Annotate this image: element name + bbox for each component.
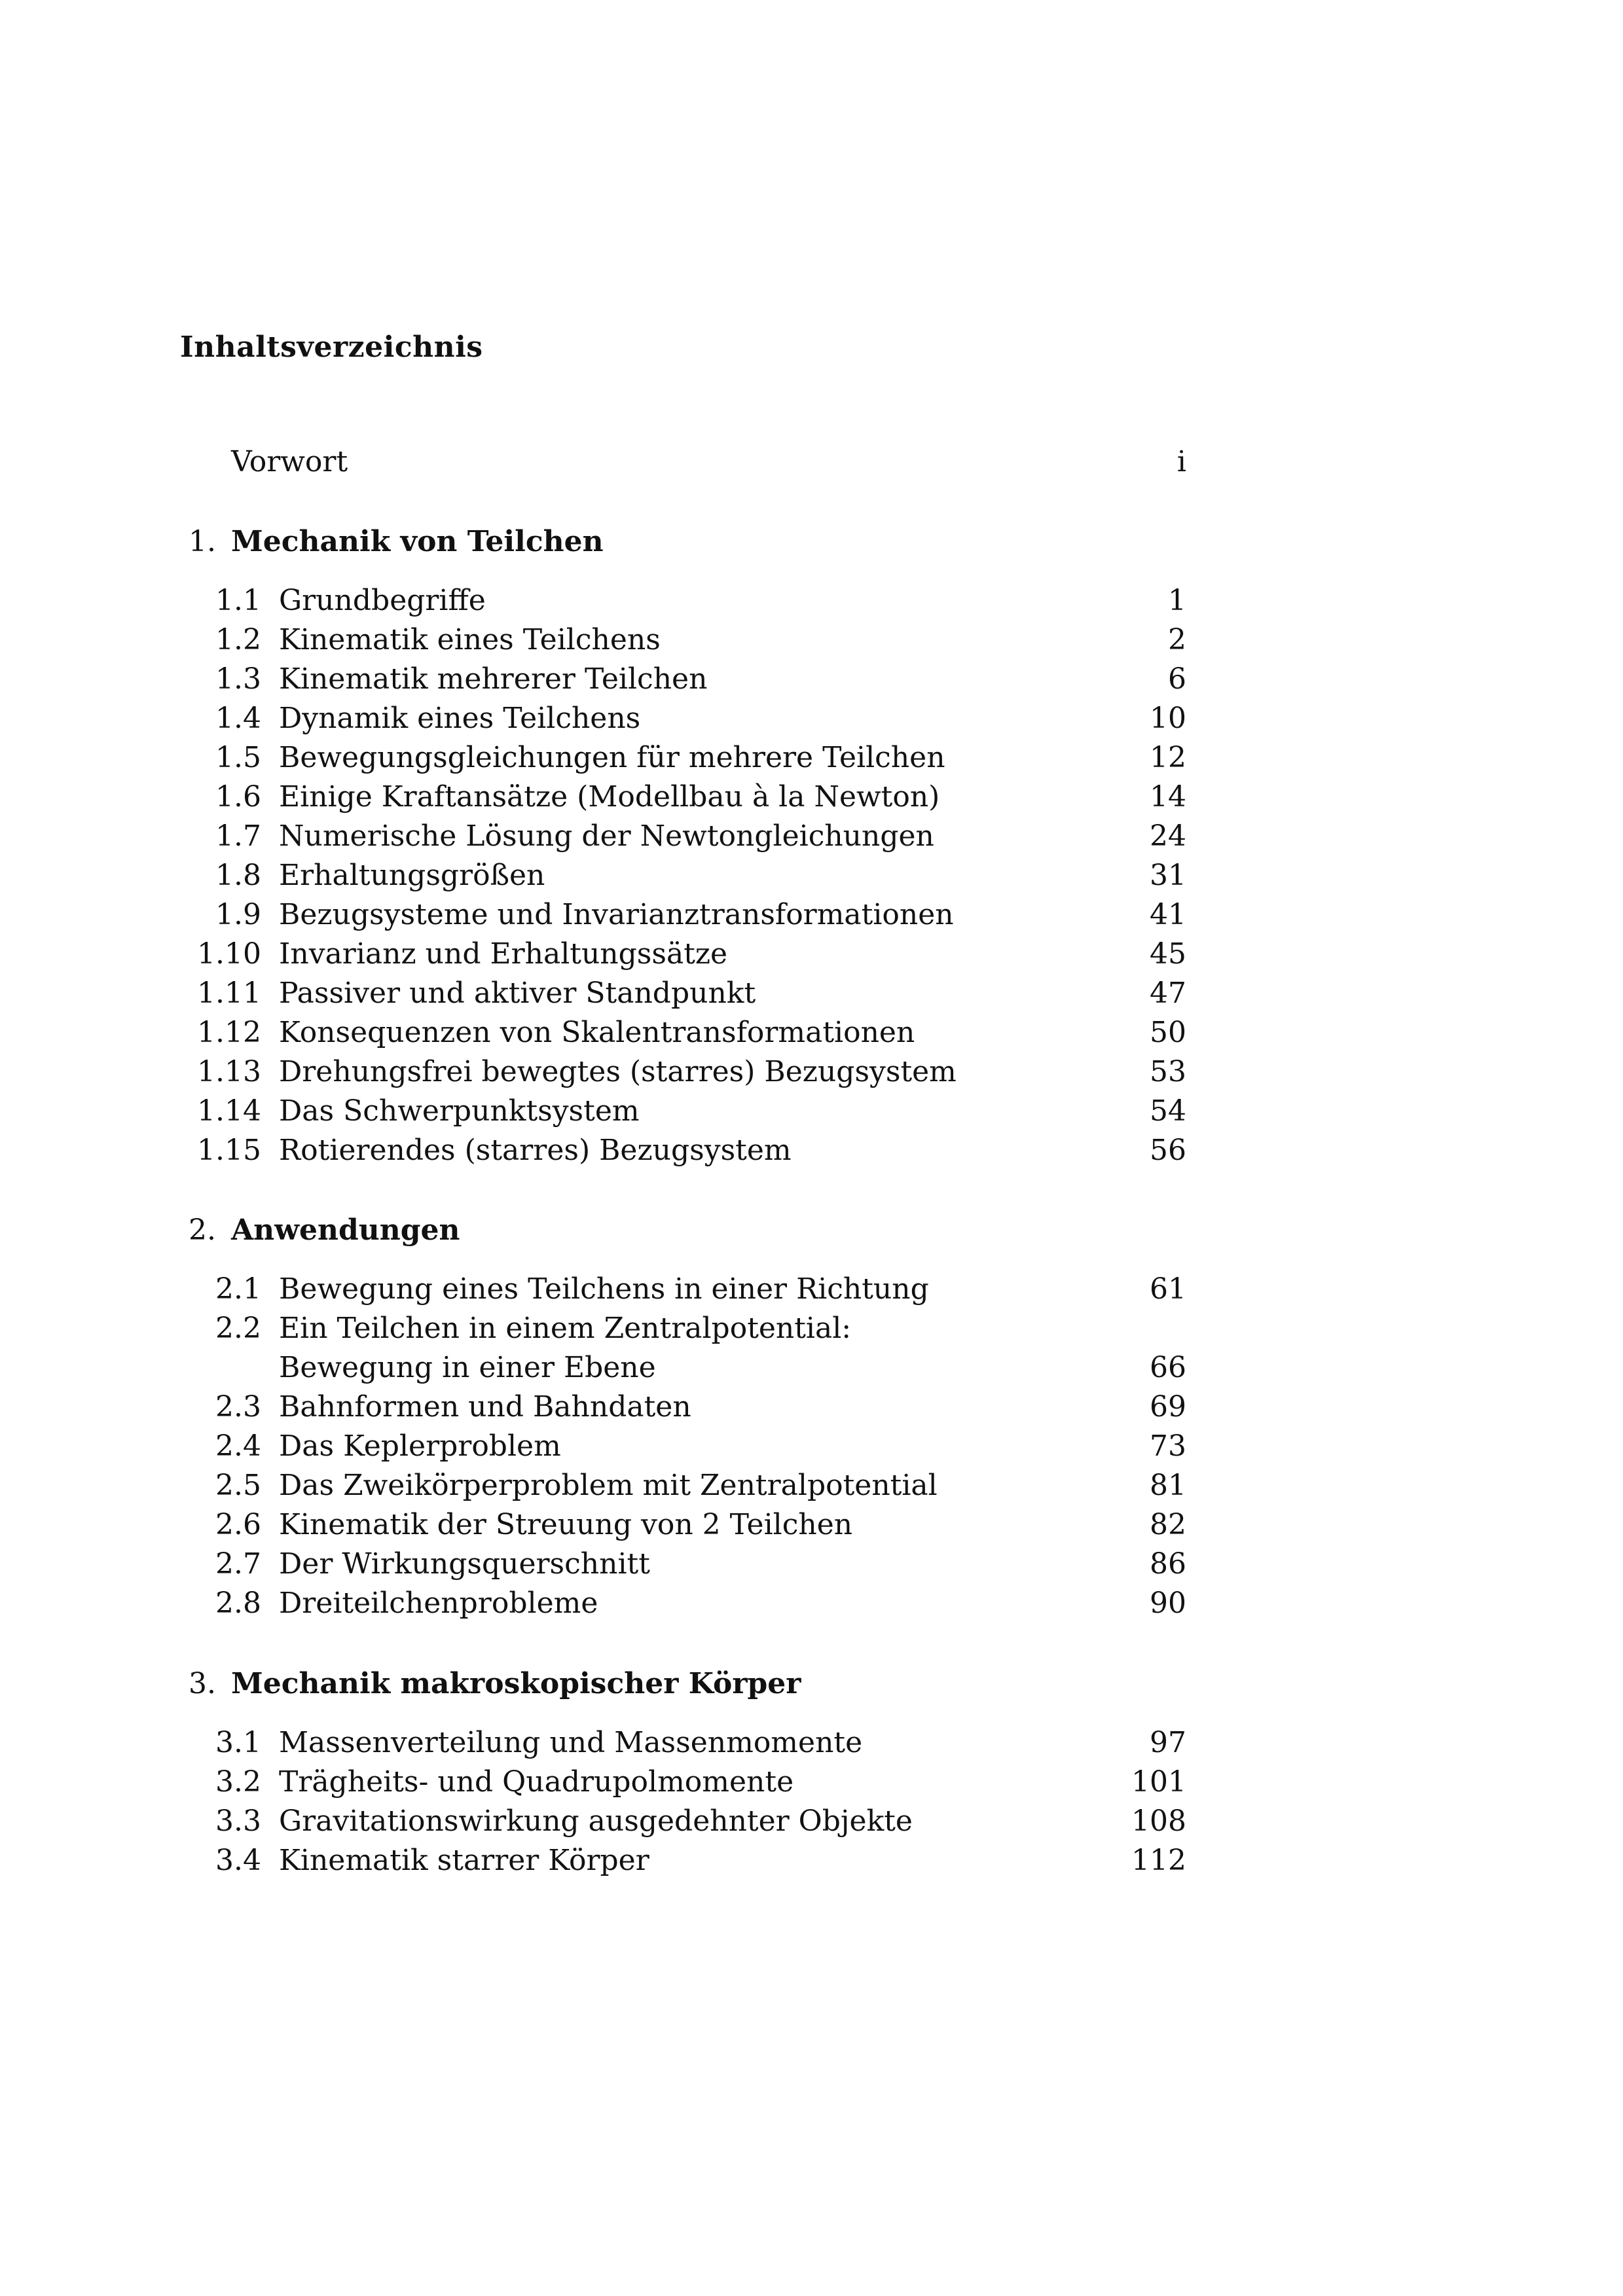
section-number: 1.8 — [215, 859, 261, 892]
section-number: 1.4 — [215, 702, 261, 735]
toc-entry — [0, 1841, 1623, 1880]
toc-entry — [0, 1270, 1623, 1309]
section-number: 1.2 — [215, 623, 261, 656]
section-title-line2: Bewegung in einer Ebene — [279, 1351, 656, 1384]
toc-entry-title: Vorwort — [231, 445, 348, 478]
toc-entry — [0, 1466, 1623, 1505]
toc-page-number: 53 — [1150, 1055, 1186, 1088]
toc-entry — [0, 856, 1623, 895]
section-title: Das Zweikörperproblem mit Zentralpotential — [279, 1469, 938, 1502]
section-title: Passiver und aktiver Standpunkt — [279, 977, 756, 1010]
toc-entry — [0, 974, 1623, 1013]
toc-page-number: 108 — [1131, 1804, 1186, 1838]
section-title: Bahnformen und Bahndaten — [279, 1390, 691, 1424]
chapter-number: 2. — [189, 1213, 216, 1247]
toc-page-number: 2 — [1168, 623, 1186, 656]
toc-page-number: 31 — [1150, 859, 1186, 892]
toc-entry — [0, 778, 1623, 817]
toc-entry — [0, 1013, 1623, 1052]
section-title: Bewegungsgleichungen für mehrere Teilchen — [279, 741, 945, 774]
section-number: 2.7 — [215, 1547, 261, 1581]
toc-page-number: 90 — [1150, 1587, 1186, 1620]
section-number: 3.4 — [215, 1844, 261, 1877]
toc-entry — [0, 935, 1623, 974]
toc-entry — [0, 1802, 1623, 1841]
toc-entry — [0, 1131, 1623, 1170]
toc-chapter-1 — [0, 522, 1623, 562]
section-number: 1.6 — [215, 780, 261, 814]
toc-page-number: 50 — [1150, 1016, 1186, 1049]
chapter-title: Mechanik makroskopischer Körper — [231, 1667, 801, 1700]
section-number: 1.9 — [215, 898, 261, 931]
section-title: Gravitationswirkung ausgedehnter Objekte — [279, 1804, 913, 1838]
toc-page-number: 10 — [1150, 702, 1186, 735]
section-number: 3.1 — [215, 1726, 261, 1759]
toc-entry — [0, 1427, 1623, 1466]
toc-entry — [0, 738, 1623, 778]
section-title: Dynamik eines Teilchens — [279, 702, 641, 735]
section-title: Der Wirkungsquerschnitt — [279, 1547, 650, 1581]
section-number: 2.1 — [215, 1272, 261, 1306]
toc-page-number: 56 — [1150, 1134, 1186, 1167]
toc-entry — [0, 1723, 1623, 1763]
section-number: 1.5 — [215, 741, 261, 774]
toc-page-number: 66 — [1150, 1351, 1186, 1384]
toc-page-number: 101 — [1131, 1765, 1186, 1799]
section-number: 1.11 — [197, 977, 261, 1010]
section-title: Erhaltungsgrößen — [279, 859, 545, 892]
toc-chapter-3 — [0, 1664, 1623, 1704]
section-number: 1.1 — [215, 584, 261, 617]
toc-page-number: 73 — [1150, 1429, 1186, 1463]
toc-entry-continuation — [0, 1348, 1623, 1388]
toc-entry — [0, 699, 1623, 738]
toc-page-number: 69 — [1150, 1390, 1186, 1424]
toc-page-number: 47 — [1150, 977, 1186, 1010]
toc-page-number: 14 — [1150, 780, 1186, 814]
toc-entry — [0, 817, 1623, 856]
toc-page-number: i — [1176, 445, 1186, 478]
section-number: 1.3 — [215, 662, 261, 696]
section-title: Grundbegriffe — [279, 584, 486, 617]
toc-chapter-2 — [0, 1211, 1623, 1250]
toc-page-number: 12 — [1150, 741, 1186, 774]
toc-entry — [0, 1388, 1623, 1427]
section-title: Massenverteilung und Massenmomente — [279, 1726, 863, 1759]
toc-page-number: 41 — [1150, 898, 1186, 931]
section-number: 1.12 — [197, 1016, 261, 1049]
section-title: Drehungsfrei bewegtes (starres) Bezugsystem — [279, 1055, 957, 1088]
chapter-title: Anwendungen — [231, 1213, 460, 1247]
toc-page-number: 82 — [1150, 1508, 1186, 1541]
toc-page-number: 6 — [1168, 662, 1186, 696]
section-number: 1.15 — [197, 1134, 261, 1167]
toc-entry — [0, 620, 1623, 660]
toc-entry — [0, 1505, 1623, 1545]
section-number: 1.14 — [197, 1094, 261, 1128]
toc-entry — [0, 895, 1623, 935]
section-number: 2.8 — [215, 1587, 261, 1620]
section-number: 1.10 — [197, 937, 261, 971]
section-number: 2.6 — [215, 1508, 261, 1541]
section-number: 2.4 — [215, 1429, 261, 1463]
toc-page-number: 112 — [1131, 1844, 1186, 1877]
toc-entry — [0, 1092, 1623, 1131]
section-title: Kinematik eines Teilchens — [279, 623, 661, 656]
toc-page-number: 97 — [1150, 1726, 1186, 1759]
section-title: Numerische Lösung der Newtongleichungen — [279, 819, 934, 853]
section-number: 2.3 — [215, 1390, 261, 1424]
toc-entry — [0, 1584, 1623, 1623]
chapter-number: 3. — [189, 1667, 216, 1700]
toc-page-number: 61 — [1150, 1272, 1186, 1306]
toc-page-number: 54 — [1150, 1094, 1186, 1128]
toc-entry — [0, 1545, 1623, 1584]
section-title: Einige Kraftansätze (Modellbau à la Newton) — [279, 780, 940, 814]
section-title: Kinematik mehrerer Teilchen — [279, 662, 708, 696]
section-number: 1.7 — [215, 819, 261, 853]
section-number: 2.2 — [215, 1312, 261, 1345]
section-title: Bewegung eines Teilchens in einer Richtung — [279, 1272, 929, 1306]
toc-page-number: 86 — [1150, 1547, 1186, 1581]
section-title: Invarianz und Erhaltungssätze — [279, 937, 728, 971]
section-title: Ein Teilchen in einem Zentralpotential: — [279, 1312, 852, 1345]
page-title: Inhaltsverzeichnis — [180, 331, 483, 364]
section-number: 2.5 — [215, 1469, 261, 1502]
toc-entry — [0, 1052, 1623, 1092]
chapter-title: Mechanik von Teilchen — [231, 525, 604, 558]
section-title: Das Schwerpunktsystem — [279, 1094, 640, 1128]
section-title: Trägheits- und Quadrupolmomente — [279, 1765, 794, 1799]
toc-page-number: 1 — [1168, 584, 1186, 617]
toc-page-number: 81 — [1150, 1469, 1186, 1502]
toc-entry — [0, 660, 1623, 699]
toc-entry — [0, 1309, 1623, 1348]
section-title: Dreiteilchenprobleme — [279, 1587, 598, 1620]
section-number: 1.13 — [197, 1055, 261, 1088]
toc-page-number: 45 — [1150, 937, 1186, 971]
chapter-number: 1. — [189, 525, 216, 558]
section-title: Kinematik starrer Körper — [279, 1844, 649, 1877]
section-number: 3.2 — [215, 1765, 261, 1799]
section-title: Das Keplerproblem — [279, 1429, 561, 1463]
toc-entry — [0, 1763, 1623, 1802]
section-title: Kinematik der Streuung von 2 Teilchen — [279, 1508, 853, 1541]
section-title: Konsequenzen von Skalentransformationen — [279, 1016, 915, 1049]
toc-page-number: 24 — [1150, 819, 1186, 853]
toc-preface — [0, 442, 1623, 482]
section-title: Rotierendes (starres) Bezugsystem — [279, 1134, 792, 1167]
section-number: 3.3 — [215, 1804, 261, 1838]
toc-entry — [0, 581, 1623, 620]
section-title: Bezugsysteme und Invarianztransformationen — [279, 898, 954, 931]
